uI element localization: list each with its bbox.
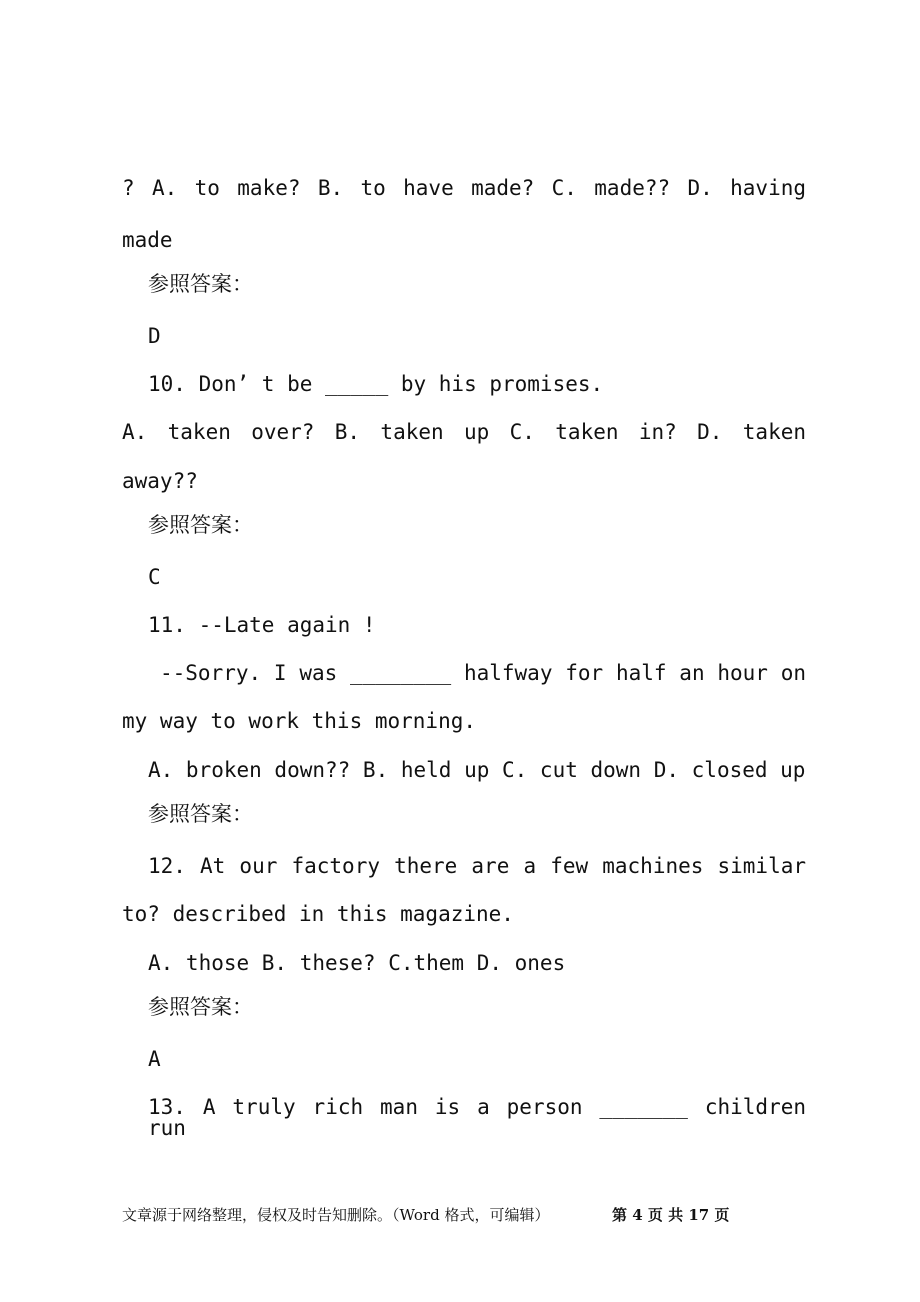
q9-options-line-2: made xyxy=(122,228,173,252)
q10-options-line-1: A. taken over? B. taken up C. taken in? D. taken xyxy=(122,420,806,444)
q11-options: A. broken down?? B. held up C. cut down D. closed up xyxy=(148,758,806,782)
q9-answer: D xyxy=(148,324,161,348)
q10-answer: C xyxy=(148,565,161,589)
q12-reference-answer-label: 参照答案： xyxy=(148,995,253,1019)
q11-question: 11. --Late again ! xyxy=(148,613,376,637)
q9-options-line-1: ? A. to make? B. to have made? C. made?? D. having xyxy=(122,176,806,200)
q12-answer: A xyxy=(148,1047,161,1071)
q11-reply-line-1: --Sorry. I was ________ halfway for half an hour on xyxy=(160,661,806,685)
q12-options: A. those B. these? C.them D. ones xyxy=(148,951,566,975)
q10-options-line-2: away?? xyxy=(122,469,198,493)
q11-reply-line-2: my way to work this morning. xyxy=(122,709,477,733)
q12-question-line-1: 12. At our factory there are a few machines similar xyxy=(148,854,806,878)
footer-page-number: 第 4 页 共 17 页 xyxy=(612,1206,730,1224)
q10-reference-answer-label: 参照答案： xyxy=(148,513,253,537)
footer-note: 文章源于网络整理，侵权及时告知删除。（Word 格式，可编辑） xyxy=(122,1206,550,1224)
q13-question-line-1: 13. A truly rich man is a person _______ children run xyxy=(148,1095,806,1140)
q10-question: 10. Don’ t be _____ by his promises. xyxy=(148,372,604,396)
q11-reference-answer-label: 参照答案： xyxy=(148,802,253,826)
q12-question-line-2: to? described in this magazine. xyxy=(122,902,514,926)
q9-reference-answer-label: 参照答案： xyxy=(148,272,253,296)
